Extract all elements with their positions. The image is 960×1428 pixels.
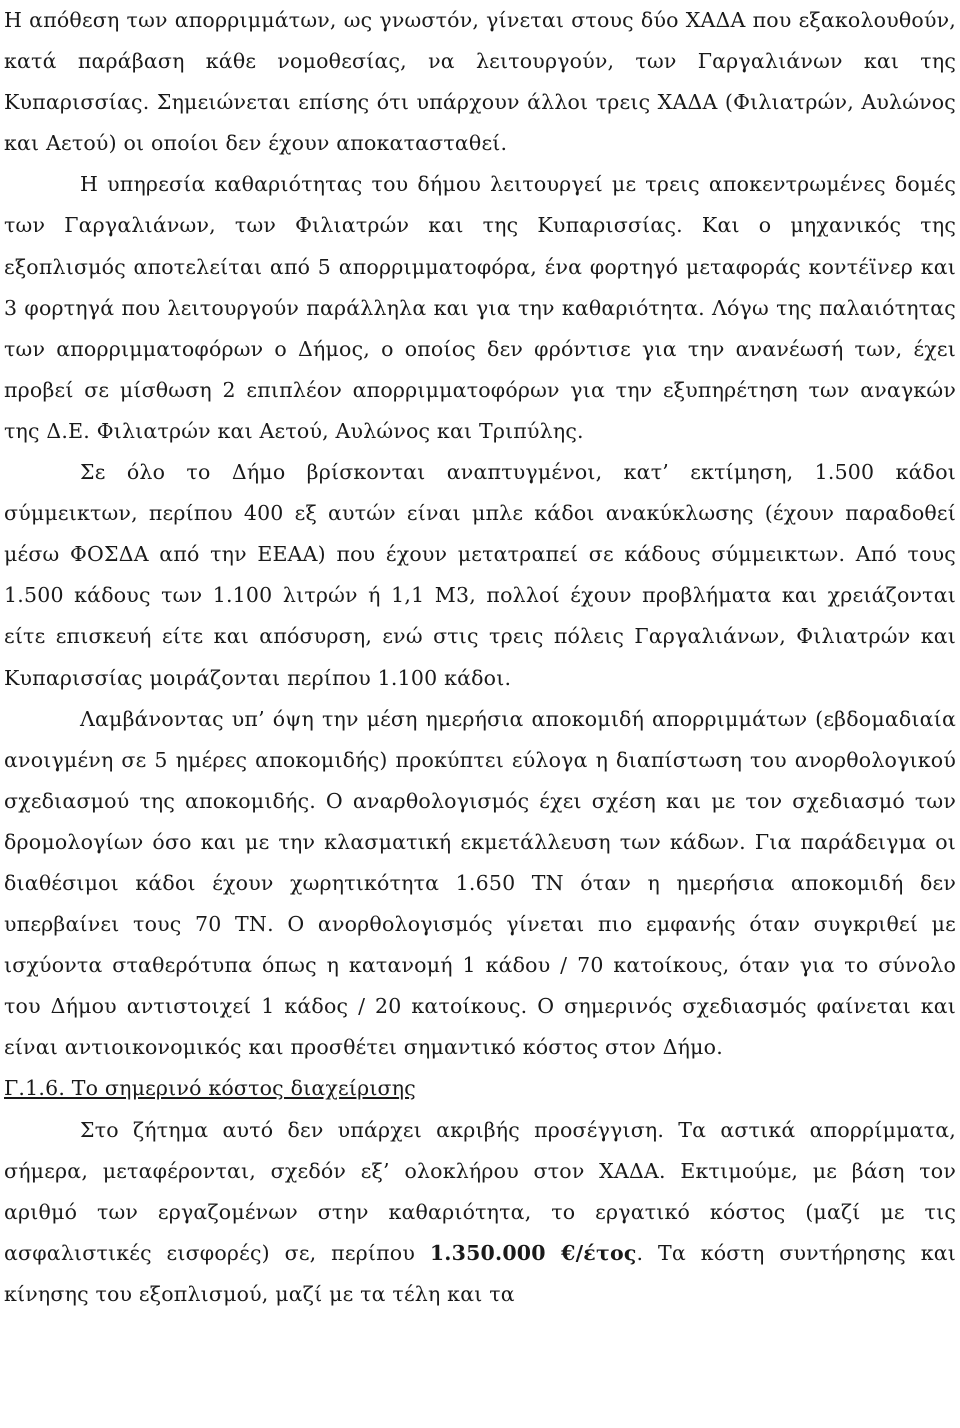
document-page bbox=[4, 0, 956, 1315]
paragraph-landfill-disposal: Η απόθεση των απορριμμάτων, ως γνωστόν, γίνεται στους δύο ΧΑΔΑ που εξακολουθούν, κατά παράβαση κάθε νομοθεσίας, να λειτουργούν, των Γαργαλιάνων και της Κυπαρισσίας. Σημειώνεται επίσης ότι υπάρχουν άλλοι τρεις ΧΑΔΑ (Φιλιατρών, Αυλώνος και Αετού) οι οποίοι δεν έχουν αποκατασταθεί. bbox=[4, 8, 956, 156]
section-heading: Γ.1.6. Το σημερινό κόστος διαχείρισης bbox=[4, 1076, 416, 1101]
cost-text-start: Στο ζήτημα αυτό δεν υπάρχει ακριβής προσέγγιση. Τα αστικά απορρίμματα, σήμερα, μεταφέρονται, σχεδόν εξ’ ολοκλήρου στον ΧΑΔΑ. Εκτιμούμε, με βάση τον αριθμό των εργαζομένων στην καθαριότητα, το εργατικό κόστος (μαζί με τις ασφαλιστικές εισφορές) σε, περίπου bbox=[4, 1117, 956, 1265]
cost-amount: 1.350.000 €/έτος bbox=[429, 1240, 637, 1265]
paragraph-bins: Σε όλο το Δήμο βρίσκονται αναπτυγμένοι, κατ’ εκτίμηση, 1.500 κάδοι σύμμεικτων, περίπου 400 εξ αυτών είναι μπλε κάδοι ανακύκλωσης (έχουν παραδοθεί μέσω ΦΟΣΔΑ από την ΕΕΑΑ) που έχουν μετατραπεί σε κάδους σύμμεικτων. Από τους 1.500 κάδους των 1.100 λιτρών ή 1,1 Μ3, πολλοί έχουν προβλήματα και χρειάζονται είτε επισκευή είτε και απόσυρση, ενώ στις τρεις πόλεις Γαργαλιάνων, Φιλιατρών και Κυπαρισσίας μοιράζονται περίπου 1.100 κάδοι. bbox=[4, 460, 956, 690]
paragraph-collection-planning: Λαμβάνοντας υπ’ όψη την μέση ημερήσια αποκομιδή απορριμμάτων (εβδομαδιαία ανοιγμένη σε 5 ημέρες αποκομιδής) προκύπτει εύλογα η διαπίστωση του ανορθολογικού σχεδιασμού της αποκομιδής. Ο αναρθολογισμός έχει σχέση και με τον σχεδιασμό των δρομολογίων όσο και με την κλασματική εκμετάλλευση των κάδων. Για παράδειγμα οι διαθέσιμοι κάδοι έχουν χωρητικότητα 1.650 ΤΝ όταν η ημερήσια αποκομιδή δεν υπερβαίνει τους 70 ΤΝ. Ο ανορθολογισμός γίνεται πιο εμφανής όταν συγκριθεί με ισχύοντα σταθερότυπα όπως η κατανομή 1 κάδου / 70 κατοίκους, όταν για το σύνολο του Δήμου αντιστοιχεί 1 κάδος / 20 κατοίκους. Ο σημερινός σχεδιασμός φαίνεται και είναι αντιοικονομικός και προσθέτει σημαντικό κόστος στον Δήμο. bbox=[4, 706, 956, 1060]
cost-text-end: . Τα κόστη συντήρησης και κίνησης του εξοπλισμού, μαζί με τα τέλη και τα bbox=[4, 1240, 957, 1306]
paragraph-cleaning-service: Η υπηρεσία καθαριότητας του δήμου λειτουργεί με τρεις αποκεντρωμένες δομές των Γαργαλιάνων, των Φιλιατρών και της Κυπαρισσίας. Και ο μηχανικός της εξοπλισμός αποτελείται από 5 απορριμματοφόρα, ένα φορτηγό μεταφοράς κοντέϊνερ και 3 φορτηγά που λειτουργούν παράλληλα και για την καθαριότητα. Λόγω της παλαιότητας των απορριμματοφόρων ο Δήμος, ο οποίος δεν φρόντισε για την ανανέωσή των, έχει προβεί σε μίσθωση 2 επιπλέον απορριμματοφόρων για την εξυπηρέτηση των αναγκών της Δ.Ε. Φιλιατρών και Αετού, Αυλώνος και Τριπύλης. bbox=[4, 172, 956, 443]
paragraph-current-cost bbox=[4, 1110, 956, 1315]
